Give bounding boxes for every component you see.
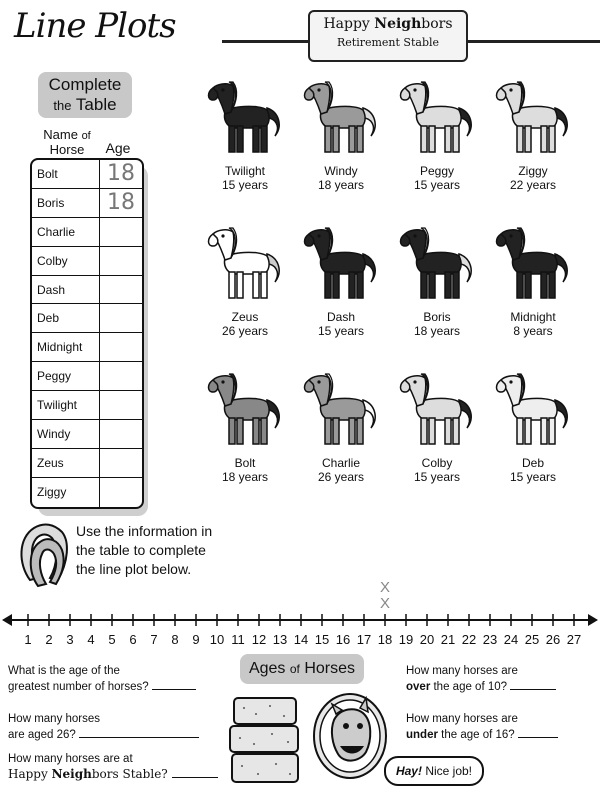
q3-line2b: Neigh [51, 767, 92, 781]
page-title: Line Plots [14, 6, 176, 46]
arrow-right-icon [588, 614, 598, 626]
tick-label: 5 [108, 632, 116, 647]
hay-bales-icon [226, 694, 306, 786]
tick-label: 22 [461, 632, 477, 647]
q3-line1: How many horses are at [8, 753, 133, 765]
horse-card [392, 370, 482, 484]
horse-age: 8 years [513, 324, 553, 338]
tick-label: 7 [150, 632, 158, 647]
horse-icon [203, 224, 287, 306]
horse-name: Midnight [510, 310, 556, 324]
q3-answer-blank[interactable] [172, 767, 218, 778]
column-header-age: Age [105, 140, 131, 156]
row-age-cell[interactable]: 18 [107, 161, 135, 186]
table-row [32, 160, 142, 189]
tick-label: 8 [171, 632, 179, 647]
table-title-table: Table [75, 95, 117, 114]
horse-name: Bolt [234, 456, 256, 470]
horse-gallery [200, 78, 600, 498]
horse-age-table [30, 158, 144, 509]
horse-age: 15 years [509, 470, 557, 484]
horse-name: Boris [423, 310, 451, 324]
horse-age: 15 years [413, 470, 461, 484]
tick-label: 9 [192, 632, 200, 647]
ages-title-2: Horses [304, 660, 356, 677]
col-name-1: Name [43, 127, 78, 142]
horse-name: Windy [324, 164, 358, 178]
tick-label: 12 [251, 632, 267, 647]
horse-name: Deb [521, 456, 544, 470]
tick-label: 24 [503, 632, 519, 647]
horse-age: 18 years [221, 470, 269, 484]
tick-label: 19 [398, 632, 414, 647]
table-row [32, 449, 142, 478]
horse-card [296, 78, 386, 192]
bubble-text: Nice job! [421, 764, 473, 778]
row-name: Colby [32, 247, 100, 275]
column-header-name [38, 128, 96, 157]
table-row [32, 391, 142, 420]
q1-line1: What is the age of the [8, 665, 120, 677]
ages-title [240, 654, 364, 684]
row-name: Bolt [32, 160, 100, 188]
q1-line2: greatest number of horses? [8, 681, 149, 693]
q5-line2: the age of 16? [437, 729, 515, 741]
row-name: Midnight [32, 333, 100, 361]
question-over-10 [406, 664, 596, 695]
row-age-cell[interactable] [100, 391, 142, 419]
table-row [32, 218, 142, 247]
horse-name: Twilight [224, 164, 265, 178]
table-row [32, 304, 142, 333]
table-title-the: the [53, 98, 72, 113]
question-under-16 [406, 712, 596, 743]
horse-card [392, 78, 482, 192]
q5-line1: How many horses are [406, 713, 518, 725]
q2-answer-blank[interactable] [79, 727, 199, 738]
horse-card [200, 370, 290, 484]
stable-sign [308, 10, 468, 62]
plot-x-mark: X [379, 595, 391, 612]
horse-card [488, 224, 578, 338]
horse-icon [203, 78, 287, 160]
horse-age: 15 years [413, 178, 461, 192]
horse-card [296, 224, 386, 338]
question-greatest [8, 664, 208, 695]
plot-x-mark: X [379, 579, 391, 596]
tick-label: 16 [335, 632, 351, 647]
table-title-line1: Complete [48, 75, 122, 94]
row-name: Deb [32, 304, 100, 332]
row-age-cell[interactable] [100, 478, 142, 507]
tick-label: 23 [482, 632, 498, 647]
table-title [38, 72, 132, 118]
horse-age: 18 years [413, 324, 461, 338]
laughing-horse-icon [310, 690, 390, 782]
q3-line2c: bors Stable? [91, 767, 168, 781]
row-name: Dash [32, 276, 100, 304]
ages-title-of: of [289, 662, 300, 676]
row-age-cell[interactable] [100, 218, 142, 246]
row-age-cell[interactable] [100, 362, 142, 390]
row-name: Boris [32, 189, 100, 217]
sign-text-b: bors [421, 16, 453, 32]
horse-icon [491, 370, 575, 452]
q4-line2: the age of 10? [430, 681, 508, 693]
horse-name: Zeus [231, 310, 259, 324]
arrow-left-icon [2, 614, 12, 626]
speech-bubble [384, 756, 484, 786]
horseshoe-icon [16, 520, 72, 586]
tick-label: 13 [272, 632, 288, 647]
horse-age: 26 years [221, 324, 269, 338]
q1-answer-blank[interactable] [152, 679, 196, 690]
horse-card [392, 224, 482, 338]
table-row [32, 189, 142, 218]
tick-label: 3 [66, 632, 74, 647]
tick-label: 6 [129, 632, 137, 647]
row-age-cell[interactable] [100, 333, 142, 361]
tick-label: 10 [209, 632, 225, 647]
table-row [32, 478, 142, 507]
horse-icon [491, 78, 575, 160]
row-age-cell[interactable] [100, 449, 142, 477]
sign-subtitle: Retirement Stable [336, 36, 440, 49]
tick-label: 20 [419, 632, 435, 647]
horse-name: Ziggy [518, 164, 548, 178]
ages-title-1: Ages [248, 660, 286, 677]
tick-label: 25 [524, 632, 540, 647]
horse-name: Dash [326, 310, 355, 324]
row-age-cell[interactable] [100, 247, 142, 275]
horse-icon [395, 224, 479, 306]
table-row [32, 247, 142, 276]
horse-name: Colby [421, 456, 453, 470]
tick-label: 17 [356, 632, 372, 647]
horse-name: Charlie [321, 456, 360, 470]
tick-label: 15 [314, 632, 330, 647]
q5-answer-blank[interactable] [518, 727, 558, 738]
row-age-cell[interactable] [100, 304, 142, 332]
line-plot [0, 579, 600, 652]
horse-icon [395, 370, 479, 452]
tick-label: 14 [293, 632, 309, 647]
tick-label: 4 [87, 632, 95, 647]
row-name: Zeus [32, 449, 100, 477]
q3-line2a: Happy [8, 767, 52, 781]
horse-icon [299, 370, 383, 452]
table-row [32, 333, 142, 362]
horse-age: 26 years [317, 470, 365, 484]
table-row [32, 276, 142, 305]
tick-label: 26 [545, 632, 561, 647]
row-name: Peggy [32, 362, 100, 390]
horse-card [200, 224, 290, 338]
question-total [8, 752, 218, 782]
row-age-cell[interactable]: 18 [107, 189, 135, 215]
tick-label: 1 [24, 632, 32, 647]
col-name-2: Horse [49, 142, 85, 157]
instruction-text: Use the information in the table to complete the line plot below. [76, 523, 213, 577]
horse-age: 18 years [317, 178, 365, 192]
sign-text-a: Happy [323, 16, 375, 32]
horse-age: 15 years [221, 178, 269, 192]
horse-icon [299, 78, 383, 160]
q4-bold: over [406, 681, 431, 693]
tick-label: 18 [377, 632, 393, 647]
tick-label: 21 [440, 632, 456, 647]
horse-card [200, 78, 290, 192]
col-name-of: of [81, 130, 91, 142]
tick-label: 11 [231, 632, 245, 647]
question-aged-26 [8, 712, 208, 743]
q5-bold: under [406, 729, 438, 741]
horse-card [488, 78, 578, 192]
table-row [32, 362, 142, 391]
horse-name: Peggy [419, 164, 455, 178]
row-name: Charlie [32, 218, 100, 246]
horse-age: 15 years [317, 324, 365, 338]
q2-line2: are aged 26? [8, 729, 76, 741]
row-age-cell[interactable] [100, 420, 142, 448]
tick-label: 2 [45, 632, 53, 647]
row-age-cell[interactable] [100, 276, 142, 304]
horse-card [296, 370, 386, 484]
horse-age: 22 years [509, 178, 557, 192]
bubble-bold: Hay! [395, 764, 422, 778]
row-name: Twilight [32, 391, 100, 419]
horse-icon [203, 370, 287, 452]
table-row [32, 420, 142, 449]
row-name: Windy [32, 420, 100, 448]
sign-text-bold: Neigh [374, 16, 422, 32]
row-name: Ziggy [32, 478, 100, 507]
horse-icon [491, 224, 575, 306]
horse-card [488, 370, 578, 484]
q4-answer-blank[interactable] [510, 679, 556, 690]
q2-line1: How many horses [8, 713, 101, 725]
tick-label: 27 [566, 632, 582, 647]
horse-icon [299, 224, 383, 306]
q4-line1: How many horses are [406, 665, 518, 677]
horse-icon [395, 78, 479, 160]
